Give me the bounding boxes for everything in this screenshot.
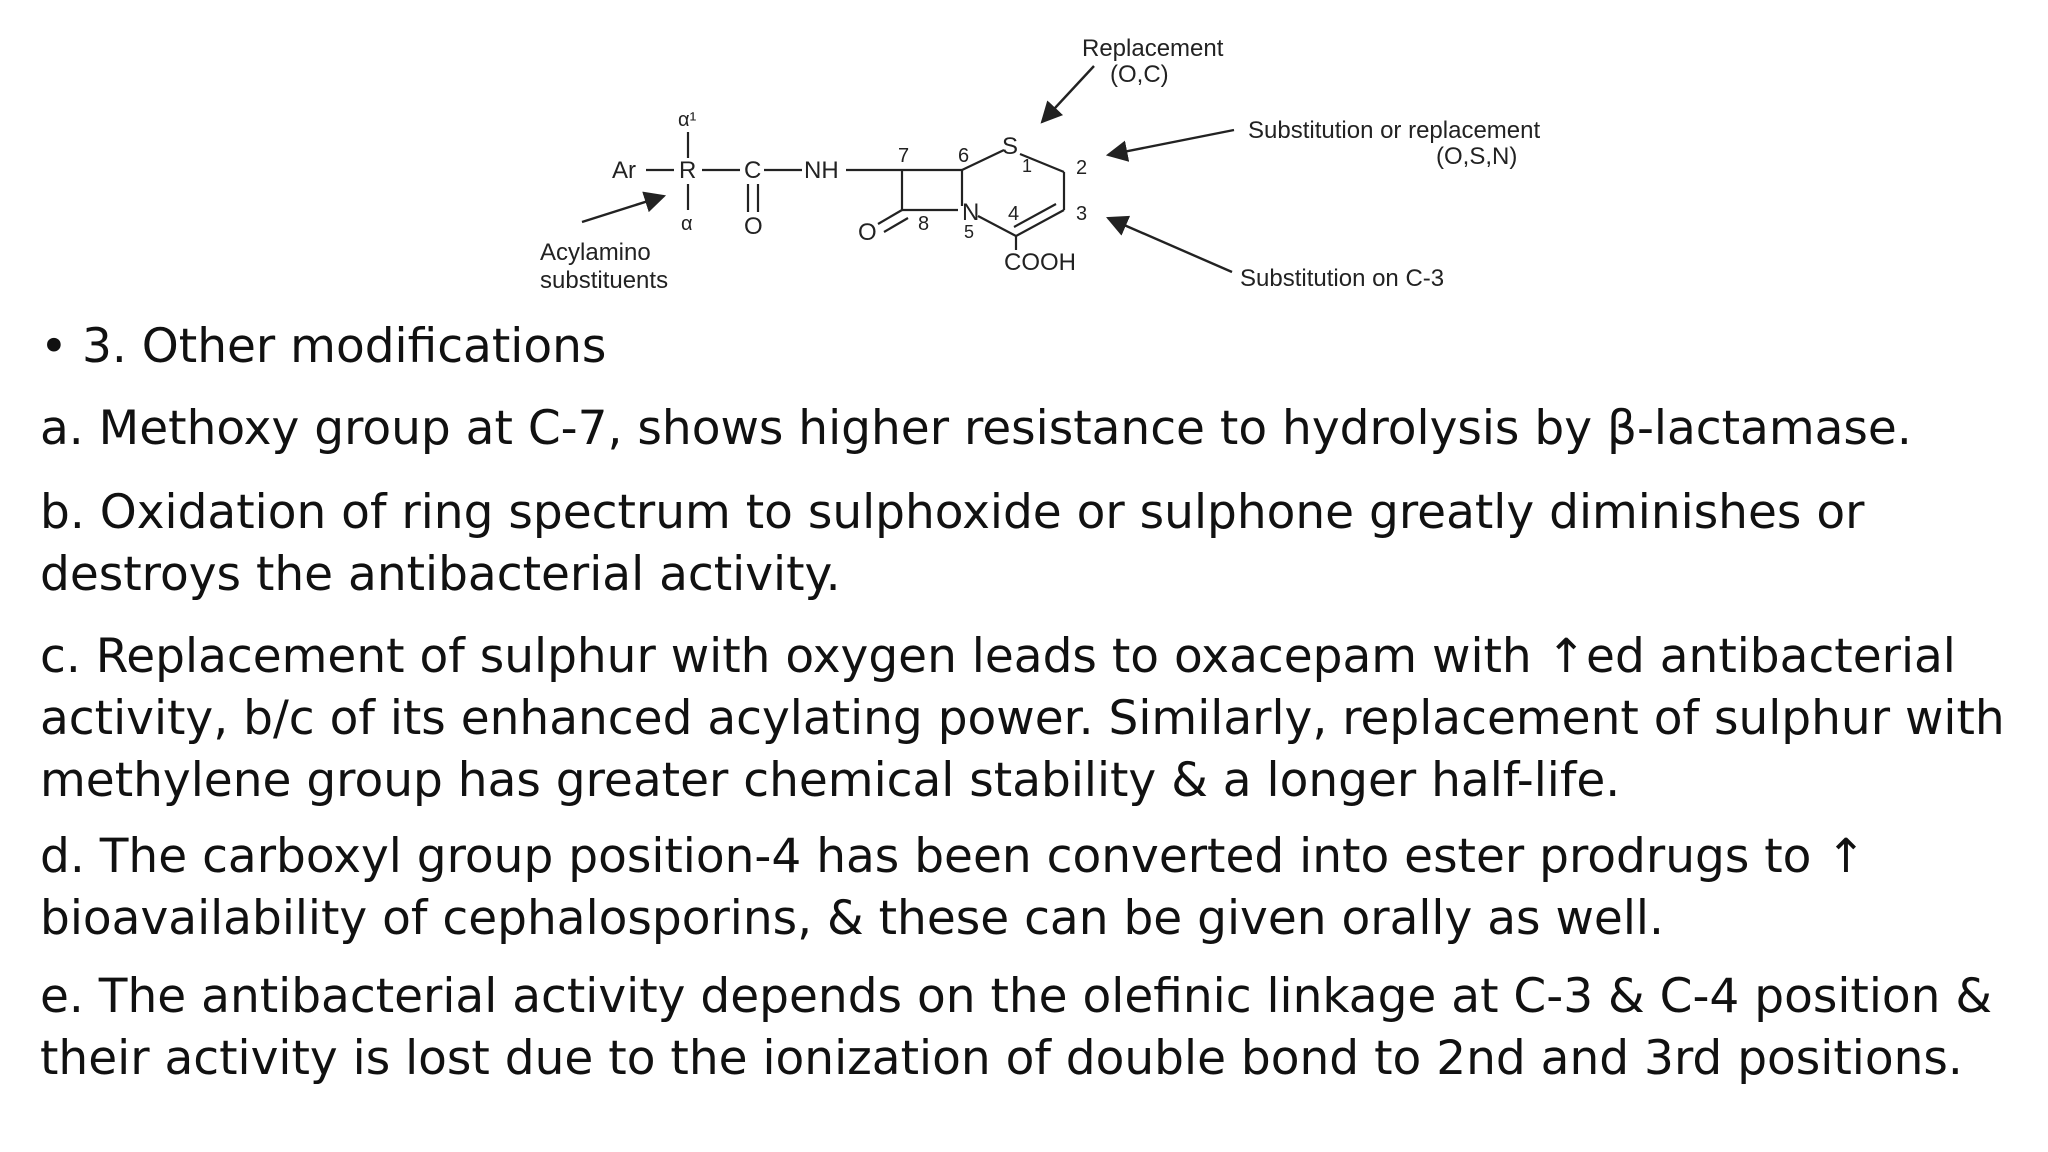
bullet-icon: •: [40, 319, 68, 374]
bond-c3-c4-double: [1014, 204, 1056, 227]
arrow-replacement: [1042, 66, 1094, 122]
pos-4: 4: [1008, 203, 1020, 225]
label-substitution-replacement: Substitution or replacement: [1248, 117, 1541, 144]
pos-6: 6: [958, 145, 970, 167]
label-acylamino: Acylamino: [540, 239, 651, 266]
atom-r: R: [679, 157, 697, 184]
atom-nh: NH: [804, 157, 839, 184]
item-e: e. The antibacterial activity depends on the olefinic linkage at C-3 & C-4 position & their activity is lost due to the ionization of double bond to 2nd and 3rd positions.: [40, 969, 1993, 1086]
pos-8: 8: [918, 213, 930, 235]
atom-n: N: [962, 199, 980, 226]
pos-5: 5: [964, 222, 975, 242]
pos-3: 3: [1076, 203, 1088, 225]
label-replacement-sub: (O,C): [1110, 61, 1169, 88]
atom-cooh: COOH: [1004, 249, 1076, 276]
atom-ar: Ar: [612, 157, 636, 184]
atom-c: C: [744, 157, 762, 184]
pos-2: 2: [1076, 157, 1088, 179]
bond-c8-o-1: [878, 210, 902, 224]
item-a: a. Methoxy group at C-7, shows higher resistance to hydrolysis by β-lactamase.: [40, 401, 1912, 456]
label-substitution-replacement-sub: (O,S,N): [1436, 143, 1518, 170]
item-d: d. The carboxyl group position-4 has been converted into ester prodrugs to ↑ bioavailability of cephalosporins, & these can be given orally as well.: [40, 829, 1866, 946]
label-replacement: Replacement: [1082, 35, 1224, 62]
item-b: b. Oxidation of ring spectrum to sulphoxide or sulphone greatly diminishes or destroys the antibacterial activity.: [40, 485, 1865, 602]
atom-alpha1: α¹: [678, 109, 697, 131]
atom-s: S: [1002, 133, 1019, 160]
pos-1: 1: [1022, 156, 1033, 176]
bond-c8-o-2: [884, 218, 908, 232]
atom-o-lactam: O: [858, 219, 877, 246]
atom-o-carbonyl: O: [744, 213, 763, 240]
section-heading: [40, 316, 606, 378]
label-substitution-c3: Substitution on C-3: [1240, 265, 1445, 292]
arrow-substitution-c3: [1108, 218, 1232, 272]
heading-text: 3. Other modifications: [82, 319, 607, 374]
pos-7: 7: [898, 145, 910, 167]
cephalosporin-sar-diagram: [0, 0, 2048, 300]
label-substituents: substituents: [540, 267, 669, 294]
arrow-substitution-replacement: [1108, 130, 1234, 155]
arrow-acylamino: [582, 196, 664, 222]
atom-alpha: α: [681, 213, 693, 235]
item-c: c. Replacement of sulphur with oxygen leads to oxacepam with ↑ed antibacterial activity, b/c of its enhanced acylating power. Similarly, replacement of sulphur with methylene group has greater chemical stability & a longer half-life.: [40, 629, 2005, 808]
